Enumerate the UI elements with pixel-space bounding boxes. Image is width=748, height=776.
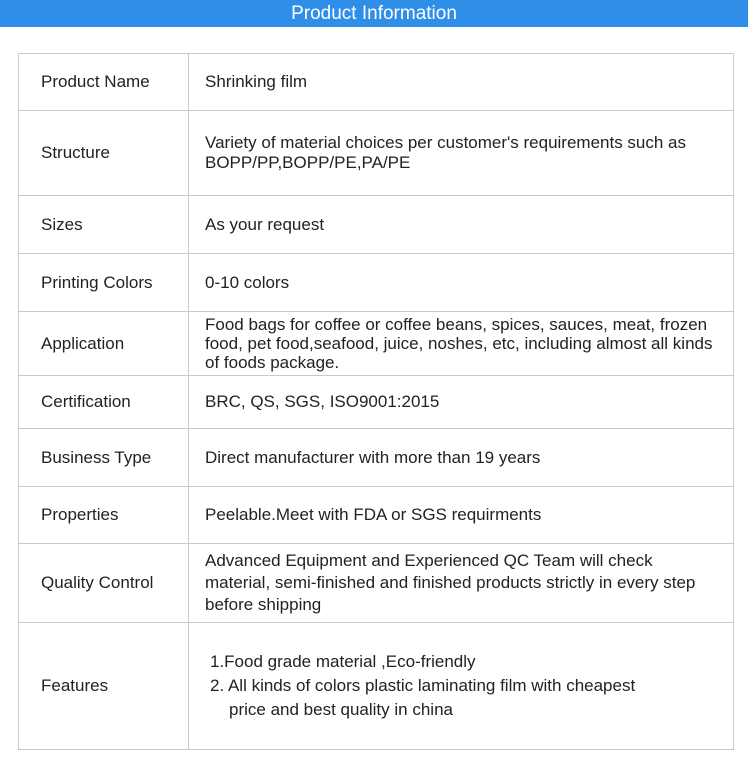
row-label: Sizes <box>19 196 189 254</box>
row-value: Peelable.Meet with FDA or SGS requirments <box>189 487 734 544</box>
row-label: Business Type <box>19 429 189 487</box>
table-row-features <box>19 623 734 750</box>
row-label: Structure <box>19 111 189 196</box>
row-value: Shrinking film <box>189 54 734 111</box>
table-row <box>19 487 734 544</box>
feature-item: 1.Food grade material ,Eco-friendly <box>210 652 476 671</box>
table-row <box>19 111 734 196</box>
row-value: Variety of material choices per customer's requirements such as BOPP/PP,BOPP/PE,PA/PE <box>189 111 734 196</box>
page-title: Product Information <box>291 3 457 24</box>
row-value: As your request <box>189 196 734 254</box>
row-value: 0-10 colors <box>189 254 734 312</box>
row-value: Direct manufacturer with more than 19 years <box>189 429 734 487</box>
row-label: Features <box>19 623 189 750</box>
row-label: Certification <box>19 376 189 429</box>
table-row <box>19 544 734 623</box>
page-title-banner <box>0 0 748 27</box>
feature-item: 2. All kinds of colors plastic laminating film with cheapest <box>210 676 636 695</box>
row-label: Properties <box>19 487 189 544</box>
row-value: Advanced Equipment and Experienced QC Team will check material, semi-finished and finished products strictly in every step before shipping <box>189 544 734 623</box>
table-row <box>19 54 734 111</box>
table-row <box>19 312 734 376</box>
row-label: Quality Control <box>19 544 189 623</box>
row-value: Food bags for coffee or coffee beans, spices, sauces, meat, frozen food, pet food,seafood, juice, noshes, etc, including almost all kinds of foods package. <box>189 312 734 376</box>
feature-item-continued: price and best quality in china <box>229 700 453 719</box>
row-label: Application <box>19 312 189 376</box>
features-list <box>189 623 734 750</box>
table-row <box>19 196 734 254</box>
row-value: BRC, QS, SGS, ISO9001:2015 <box>189 376 734 429</box>
row-label: Printing Colors <box>19 254 189 312</box>
table-row <box>19 376 734 429</box>
product-info-table <box>18 53 734 750</box>
table-row <box>19 429 734 487</box>
table-row <box>19 254 734 312</box>
row-label: Product Name <box>19 54 189 111</box>
